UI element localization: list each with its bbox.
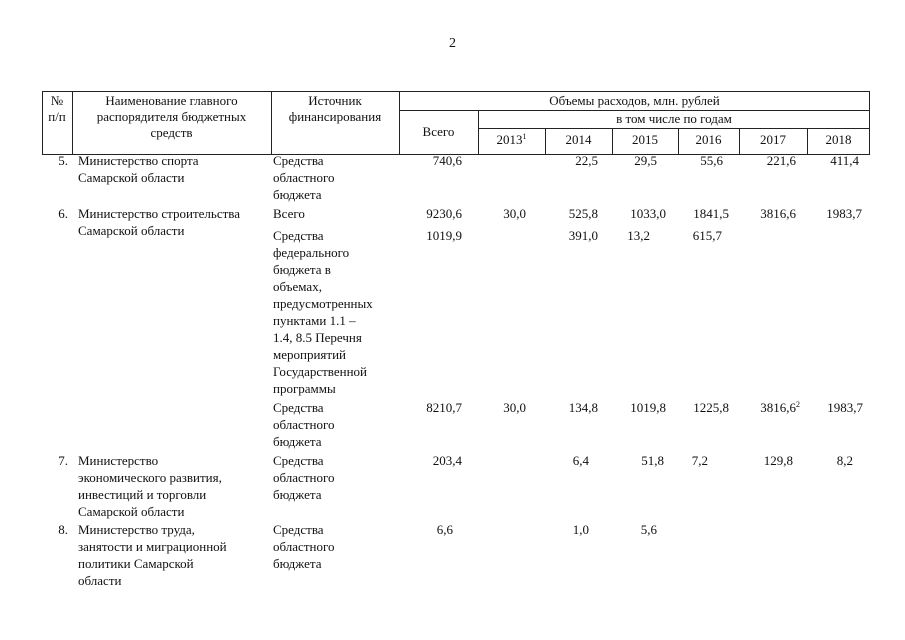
value-total: 9230,6 <box>426 206 462 221</box>
divider <box>478 128 870 129</box>
value-2016: 1841,5 <box>693 206 729 221</box>
page-number: 2 <box>449 36 456 51</box>
header-expenses-title: Объемы расходов, млн. рублей <box>549 93 720 108</box>
row-source: Средства областного бюджета <box>273 400 335 449</box>
value-2015: 51,8 <box>641 453 664 468</box>
value-2017: 3816,6 <box>760 206 796 221</box>
header-year-2015: 2015 <box>632 132 658 147</box>
value-total: 740,6 <box>432 153 462 168</box>
value-2017: 3816,6$^2$ <box>760 400 800 415</box>
header-year-2016: 2016 <box>695 132 722 147</box>
row-number: 5. <box>58 153 68 168</box>
value-2018: 8,2 <box>836 453 853 468</box>
header-year-2013: 2013$^1$ <box>496 132 527 147</box>
row-number: 7. <box>58 453 68 468</box>
value-2017: 221,6 <box>766 153 796 168</box>
value-2013: 30,0 <box>503 400 526 415</box>
value-2015: 5,6 <box>640 522 657 537</box>
value-2018: 1983,7 <box>827 400 863 415</box>
row-name: Министерство экономического развития, инвестиций и торговли Самарской области <box>78 453 222 519</box>
row-source: Средства областного бюджета <box>273 453 335 502</box>
header-by-years: в том числе по годам <box>616 111 732 126</box>
header-year-2018: 2018 <box>825 132 852 147</box>
row-number: 6. <box>58 206 68 221</box>
value-2014: 525,8 <box>568 206 598 221</box>
row-name: Министерство строительства Самарской области <box>78 206 241 238</box>
value-2016: 615,7 <box>692 228 722 243</box>
value-2014: 6,4 <box>572 453 589 468</box>
value-2014: 134,8 <box>568 400 598 415</box>
value-2013: 30,0 <box>503 206 526 221</box>
row-source: Средства областного бюджета <box>273 522 335 571</box>
row-source: Всего <box>273 206 305 221</box>
header-year-2014: 2014 <box>565 132 592 147</box>
value-2015: 1019,8 <box>630 400 666 415</box>
row-number: 8. <box>58 522 68 537</box>
row-name: Министерство труда, занятости и миграционной политики Самарской области <box>78 522 227 588</box>
value-2015: 29,5 <box>634 153 657 168</box>
header-col-name: Наименование главного распорядителя бюджетных средств <box>96 93 247 140</box>
value-2014: 391,0 <box>568 228 598 243</box>
row-source: Средства федерального бюджета в объемах, предусмотренных пунктами 1.1 – 1.4, 8.5 Перечня мероприятий Государственной программы <box>273 228 373 396</box>
header-col-num: № п/п <box>48 93 66 124</box>
value-2014: 22,5 <box>575 153 598 168</box>
value-total: 203,4 <box>432 453 462 468</box>
value-2018: 411,4 <box>830 153 859 168</box>
row-source: Средства областного бюджета <box>273 153 335 202</box>
value-2016: 1225,8 <box>693 400 729 415</box>
header-year-2017: 2017 <box>760 132 786 147</box>
value-2016: 7,2 <box>691 453 708 468</box>
footnote-mark: 1 <box>522 132 527 141</box>
value-2016: 55,6 <box>700 153 723 168</box>
header-total: Всего <box>422 124 455 139</box>
value-2015: 13,2 <box>627 228 650 243</box>
value-total: 6,6 <box>436 522 453 537</box>
value-2015: 1033,0 <box>630 206 666 221</box>
value-2014: 1,0 <box>572 522 589 537</box>
value-2018: 1983,7 <box>826 206 862 221</box>
value-total: 1019,9 <box>426 228 462 243</box>
row-name: Министерство спорта Самарской области <box>78 153 199 185</box>
footnote-mark: 2 <box>796 400 800 409</box>
value-total: 8210,7 <box>426 400 462 415</box>
header-col-source: Источник финансирования <box>288 93 382 124</box>
value-2017: 129,8 <box>763 453 793 468</box>
